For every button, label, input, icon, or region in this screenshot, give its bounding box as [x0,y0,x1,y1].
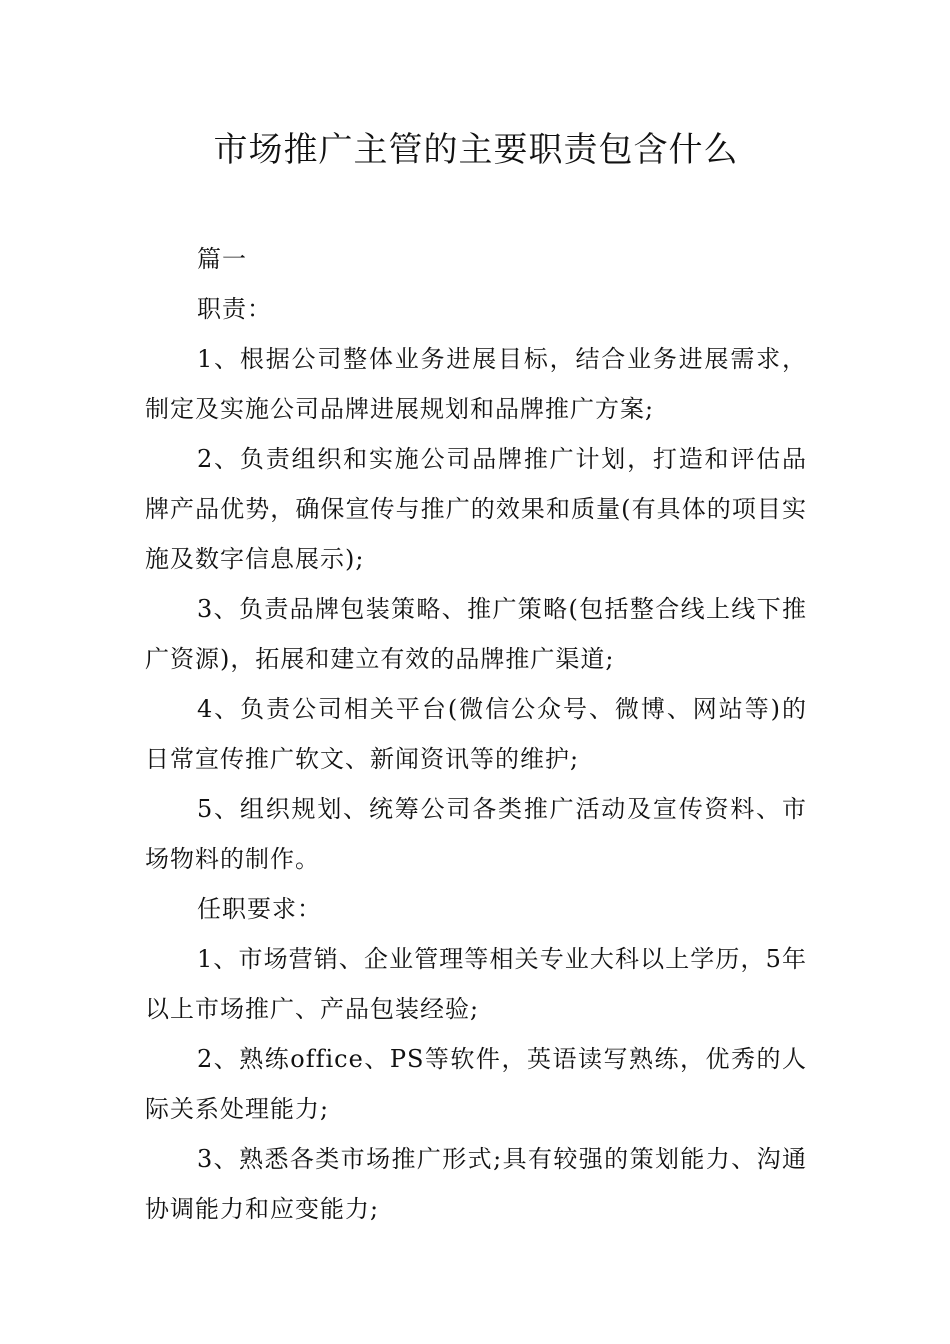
duty-item-4: 4、负责公司相关平台(微信公众号、微博、网站等)的日常宣传推广软文、新闻资讯等的维护; [145,695,807,773]
section-heading: 篇一 [197,245,247,273]
requirement-item-2: 2、熟练office、PS等软件，英语读写熟练，优秀的人际关系处理能力; [145,1045,807,1123]
duty-item-3: 3、负责品牌包装策略、推广策略(包括整合线上线下推广资源)，拓展和建立有效的品牌推广渠道; [145,595,807,673]
duty-item-2: 2、负责组织和实施公司品牌推广计划，打造和评估品牌产品优势，确保宣传与推广的效果和质量(有具体的项目实施及数字信息展示); [145,445,807,573]
duty-item-5: 5、组织规划、统筹公司各类推广活动及宣传资料、市场物料的制作。 [145,795,807,873]
subsection-heading-duties: 职责： [197,295,272,323]
document-title: 市场推广主管的主要职责包含什么 [213,130,739,170]
requirement-item-3: 3、熟悉各类市场推广形式;具有较强的策划能力、沟通协调能力和应变能力; [145,1145,807,1223]
document-body [145,234,807,1234]
requirement-item-1: 1、市场营销、企业管理等相关专业大科以上学历，5年以上市场推广、产品包装经验; [145,945,807,1023]
duty-item-1: 1、根据公司整体业务进展目标，结合业务进展需求，制定及实施公司品牌进展规划和品牌推广方案; [145,345,807,423]
subsection-heading-requirements: 任职要求： [197,895,322,923]
